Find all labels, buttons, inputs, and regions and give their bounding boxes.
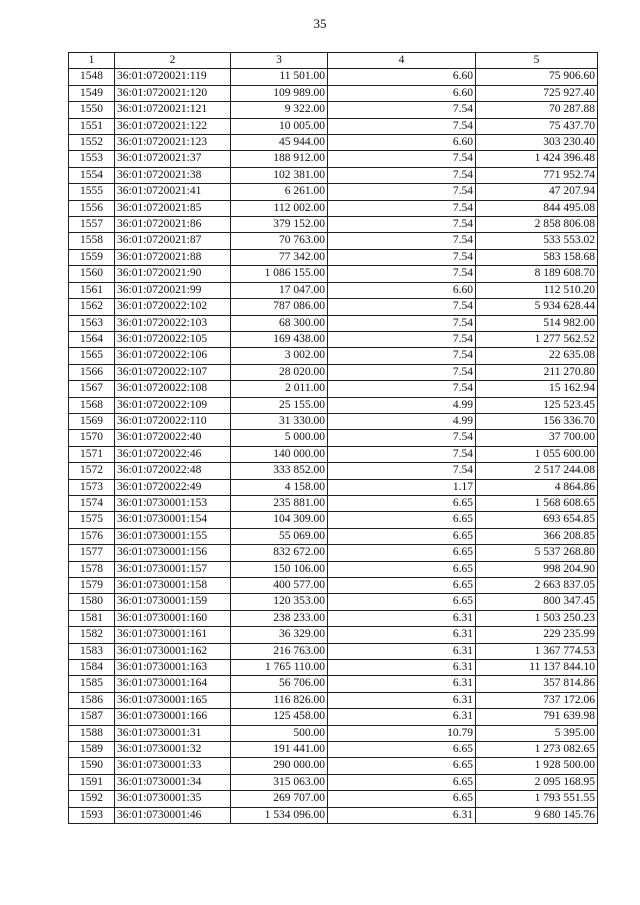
rate-value: 6.31	[328, 676, 476, 692]
total-value: 5 395.00	[476, 725, 598, 741]
cadastral-number: 36:01:0730001:156	[115, 545, 231, 561]
rate-value: 6.65	[328, 594, 476, 610]
row-number: 1586	[69, 692, 115, 708]
row-number: 1570	[69, 430, 115, 446]
table-row	[69, 200, 598, 216]
rate-value: 6.65	[328, 495, 476, 511]
rate-value: 6.65	[328, 561, 476, 577]
rate-value: 6.65	[328, 578, 476, 594]
row-number: 1554	[69, 167, 115, 183]
row-number: 1550	[69, 102, 115, 118]
table-row	[69, 578, 598, 594]
table-row	[69, 167, 598, 183]
total-value: 70 287.88	[476, 102, 598, 118]
table-row	[69, 282, 598, 298]
area-value: 17 047.00	[231, 282, 328, 298]
row-number: 1584	[69, 660, 115, 676]
area-value: 140 000.00	[231, 446, 328, 462]
table-row	[69, 643, 598, 659]
area-value: 1 765 110.00	[231, 660, 328, 676]
area-value: 116 826.00	[231, 692, 328, 708]
area-value: 290 000.00	[231, 758, 328, 774]
area-value: 216 763.00	[231, 643, 328, 659]
cadastral-number: 36:01:0720021:37	[115, 151, 231, 167]
table-header-row	[69, 53, 598, 69]
row-number: 1581	[69, 610, 115, 626]
total-value: 366 208.85	[476, 528, 598, 544]
area-value: 379 152.00	[231, 217, 328, 233]
table-row	[69, 709, 598, 725]
rate-value: 7.54	[328, 266, 476, 282]
cadastral-number: 36:01:0720021:85	[115, 200, 231, 216]
area-value: 400 577.00	[231, 578, 328, 594]
area-value: 104 309.00	[231, 512, 328, 528]
row-number: 1556	[69, 200, 115, 216]
cadastral-number: 36:01:0730001:33	[115, 758, 231, 774]
total-value: 211 270.80	[476, 364, 598, 380]
table-row	[69, 807, 598, 823]
total-value: 791 639.98	[476, 709, 598, 725]
rate-value: 7.54	[328, 200, 476, 216]
total-value: 1 928 500.00	[476, 758, 598, 774]
area-value: 28 020.00	[231, 364, 328, 380]
area-value: 45 944.00	[231, 135, 328, 151]
area-value: 25 155.00	[231, 397, 328, 413]
rate-value: 6.31	[328, 807, 476, 823]
cadastral-number: 36:01:0720021:120	[115, 85, 231, 101]
total-value: 800 347.45	[476, 594, 598, 610]
table-row	[69, 528, 598, 544]
row-number: 1589	[69, 742, 115, 758]
cadastral-number: 36:01:0720021:123	[115, 135, 231, 151]
total-value: 75 906.60	[476, 69, 598, 85]
area-value: 4 158.00	[231, 479, 328, 495]
table-row	[69, 676, 598, 692]
cadastral-number: 36:01:0720022:102	[115, 299, 231, 315]
total-value: 303 230.40	[476, 135, 598, 151]
table-row	[69, 397, 598, 413]
row-number: 1563	[69, 315, 115, 331]
area-value: 109 989.00	[231, 85, 328, 101]
rate-value: 6.65	[328, 774, 476, 790]
cadastral-number: 36:01:0730001:165	[115, 692, 231, 708]
cadastral-number: 36:01:0720021:88	[115, 249, 231, 265]
rate-value: 6.65	[328, 742, 476, 758]
area-value: 787 086.00	[231, 299, 328, 315]
rate-value: 7.54	[328, 249, 476, 265]
total-value: 1 055 600.00	[476, 446, 598, 462]
cadastral-number: 36:01:0730001:32	[115, 742, 231, 758]
row-number: 1549	[69, 85, 115, 101]
column-header-2: 2	[115, 53, 231, 69]
table-row	[69, 660, 598, 676]
area-value: 269 707.00	[231, 791, 328, 807]
table-row	[69, 364, 598, 380]
cadastral-number: 36:01:0720021:99	[115, 282, 231, 298]
rate-value: 6.31	[328, 709, 476, 725]
row-number: 1557	[69, 217, 115, 233]
table-row	[69, 512, 598, 528]
area-value: 1 086 155.00	[231, 266, 328, 282]
table-row	[69, 545, 598, 561]
rate-value: 7.54	[328, 217, 476, 233]
rate-value: 7.54	[328, 331, 476, 347]
area-value: 1 534 096.00	[231, 807, 328, 823]
total-value: 357 814.86	[476, 676, 598, 692]
total-value: 1 367 774.53	[476, 643, 598, 659]
total-value: 5 934 628.44	[476, 299, 598, 315]
table-row	[69, 348, 598, 364]
row-number: 1571	[69, 446, 115, 462]
rate-value: 7.54	[328, 118, 476, 134]
total-value: 125 523.45	[476, 397, 598, 413]
rate-value: 7.54	[328, 167, 476, 183]
table-row	[69, 479, 598, 495]
table-row	[69, 430, 598, 446]
row-number: 1593	[69, 807, 115, 823]
area-value: 36 329.00	[231, 627, 328, 643]
rate-value: 6.60	[328, 135, 476, 151]
cadastral-number: 36:01:0730001:31	[115, 725, 231, 741]
cadastral-number: 36:01:0720022:48	[115, 463, 231, 479]
rate-value: 6.31	[328, 660, 476, 676]
rate-value: 6.65	[328, 512, 476, 528]
table-row	[69, 692, 598, 708]
total-value: 1 273 082.65	[476, 742, 598, 758]
rate-value: 7.54	[328, 233, 476, 249]
row-number: 1573	[69, 479, 115, 495]
row-number: 1582	[69, 627, 115, 643]
rate-value: 7.54	[328, 463, 476, 479]
total-value: 47 207.94	[476, 184, 598, 200]
cadastral-number: 36:01:0730001:164	[115, 676, 231, 692]
row-number: 1585	[69, 676, 115, 692]
table-row	[69, 725, 598, 741]
row-number: 1565	[69, 348, 115, 364]
row-number: 1568	[69, 397, 115, 413]
row-number: 1548	[69, 69, 115, 85]
table-row	[69, 627, 598, 643]
total-value: 4 864.86	[476, 479, 598, 495]
total-value: 737 172.06	[476, 692, 598, 708]
table-row	[69, 85, 598, 101]
cadastral-number: 36:01:0720021:86	[115, 217, 231, 233]
column-header-3: 3	[231, 53, 328, 69]
table-body	[69, 69, 598, 824]
total-value: 693 654.85	[476, 512, 598, 528]
cadastral-number: 36:01:0730001:35	[115, 791, 231, 807]
row-number: 1576	[69, 528, 115, 544]
area-value: 333 852.00	[231, 463, 328, 479]
row-number: 1555	[69, 184, 115, 200]
table-row	[69, 446, 598, 462]
cadastral-number: 36:01:0720021:41	[115, 184, 231, 200]
area-value: 3 002.00	[231, 348, 328, 364]
cadastral-number: 36:01:0730001:46	[115, 807, 231, 823]
row-number: 1590	[69, 758, 115, 774]
area-value: 188 912.00	[231, 151, 328, 167]
area-value: 112 002.00	[231, 200, 328, 216]
cadastral-number: 36:01:0720021:119	[115, 69, 231, 85]
area-value: 6 261.00	[231, 184, 328, 200]
cadastral-number: 36:01:0720021:38	[115, 167, 231, 183]
table-row	[69, 135, 598, 151]
cadastral-number: 36:01:0730001:161	[115, 627, 231, 643]
table-row	[69, 495, 598, 511]
total-value: 771 952.74	[476, 167, 598, 183]
total-value: 75 437.70	[476, 118, 598, 134]
row-number: 1553	[69, 151, 115, 167]
row-number: 1562	[69, 299, 115, 315]
row-number: 1572	[69, 463, 115, 479]
total-value: 725 927.40	[476, 85, 598, 101]
cadastral-number: 36:01:0720021:87	[115, 233, 231, 249]
row-number: 1587	[69, 709, 115, 725]
cadastral-number: 36:01:0730001:153	[115, 495, 231, 511]
area-value: 125 458.00	[231, 709, 328, 725]
area-value: 832 672.00	[231, 545, 328, 561]
total-value: 5 537 268.80	[476, 545, 598, 561]
table-row	[69, 561, 598, 577]
rate-value: 6.65	[328, 528, 476, 544]
rate-value: 6.60	[328, 69, 476, 85]
area-value: 10 005.00	[231, 118, 328, 134]
total-value: 1 424 396.48	[476, 151, 598, 167]
total-value: 112 510.20	[476, 282, 598, 298]
row-number: 1574	[69, 495, 115, 511]
row-number: 1583	[69, 643, 115, 659]
total-value: 11 137 844.10	[476, 660, 598, 676]
cadastral-number: 36:01:0730001:166	[115, 709, 231, 725]
cadastral-number: 36:01:0730001:158	[115, 578, 231, 594]
row-number: 1580	[69, 594, 115, 610]
row-number: 1559	[69, 249, 115, 265]
total-value: 2 663 837.05	[476, 578, 598, 594]
row-number: 1551	[69, 118, 115, 134]
area-value: 55 069.00	[231, 528, 328, 544]
area-value: 120 353.00	[231, 594, 328, 610]
cadastral-number: 36:01:0730001:34	[115, 774, 231, 790]
table-row	[69, 217, 598, 233]
rate-value: 1.17	[328, 479, 476, 495]
table-row	[69, 463, 598, 479]
page-number: 35	[313, 16, 327, 31]
row-number: 1552	[69, 135, 115, 151]
table-row	[69, 610, 598, 626]
total-value: 37 700.00	[476, 430, 598, 446]
table-row	[69, 69, 598, 85]
area-value: 315 063.00	[231, 774, 328, 790]
table-row	[69, 299, 598, 315]
cadastral-number: 36:01:0730001:159	[115, 594, 231, 610]
table-row	[69, 774, 598, 790]
row-number: 1578	[69, 561, 115, 577]
rate-value: 7.54	[328, 184, 476, 200]
total-value: 1 568 608.65	[476, 495, 598, 511]
area-value: 9 322.00	[231, 102, 328, 118]
total-value: 844 495.08	[476, 200, 598, 216]
rate-value: 6.31	[328, 692, 476, 708]
table-row	[69, 413, 598, 429]
column-header-5: 5	[476, 53, 598, 69]
rate-value: 6.65	[328, 545, 476, 561]
table-row	[69, 249, 598, 265]
row-number: 1558	[69, 233, 115, 249]
area-value: 500.00	[231, 725, 328, 741]
rate-value: 4.99	[328, 397, 476, 413]
row-number: 1567	[69, 381, 115, 397]
rate-value: 6.60	[328, 85, 476, 101]
row-number: 1564	[69, 331, 115, 347]
area-value: 169 438.00	[231, 331, 328, 347]
cadastral-number: 36:01:0720022:106	[115, 348, 231, 364]
cadastral-number: 36:01:0730001:162	[115, 643, 231, 659]
total-value: 1 793 551.55	[476, 791, 598, 807]
cadastral-table	[68, 52, 598, 824]
rate-value: 7.54	[328, 299, 476, 315]
table-row	[69, 758, 598, 774]
row-number: 1561	[69, 282, 115, 298]
rate-value: 7.54	[328, 151, 476, 167]
row-number: 1560	[69, 266, 115, 282]
total-value: 583 158.68	[476, 249, 598, 265]
table-row	[69, 315, 598, 331]
total-value: 15 162.94	[476, 381, 598, 397]
row-number: 1577	[69, 545, 115, 561]
cadastral-number: 36:01:0720022:110	[115, 413, 231, 429]
cadastral-number: 36:01:0720021:121	[115, 102, 231, 118]
rate-value: 7.54	[328, 381, 476, 397]
area-value: 31 330.00	[231, 413, 328, 429]
area-value: 68 300.00	[231, 315, 328, 331]
cadastral-number: 36:01:0730001:157	[115, 561, 231, 577]
cadastral-number: 36:01:0730001:155	[115, 528, 231, 544]
total-value: 8 189 608.70	[476, 266, 598, 282]
cadastral-number: 36:01:0720022:40	[115, 430, 231, 446]
table-row	[69, 118, 598, 134]
area-value: 238 233.00	[231, 610, 328, 626]
rate-value: 6.65	[328, 758, 476, 774]
column-header-4: 4	[328, 53, 476, 69]
table-row	[69, 233, 598, 249]
total-value: 1 503 250.23	[476, 610, 598, 626]
total-value: 2 095 168.95	[476, 774, 598, 790]
row-number: 1592	[69, 791, 115, 807]
row-number: 1591	[69, 774, 115, 790]
total-value: 22 635.08	[476, 348, 598, 364]
cadastral-number: 36:01:0720021:90	[115, 266, 231, 282]
cadastral-number: 36:01:0730001:160	[115, 610, 231, 626]
area-value: 11 501.00	[231, 69, 328, 85]
table-row	[69, 266, 598, 282]
table-row	[69, 381, 598, 397]
cadastral-number: 36:01:0730001:154	[115, 512, 231, 528]
total-value: 2 517 244.08	[476, 463, 598, 479]
rate-value: 7.54	[328, 430, 476, 446]
row-number: 1569	[69, 413, 115, 429]
total-value: 514 982.00	[476, 315, 598, 331]
rate-value: 6.31	[328, 643, 476, 659]
table-row	[69, 791, 598, 807]
column-header-1: 1	[69, 53, 115, 69]
area-value: 150 106.00	[231, 561, 328, 577]
rate-value: 10.79	[328, 725, 476, 741]
rate-value: 6.31	[328, 627, 476, 643]
row-number: 1588	[69, 725, 115, 741]
rate-value: 7.54	[328, 348, 476, 364]
rate-value: 4.99	[328, 413, 476, 429]
cadastral-number: 36:01:0730001:163	[115, 660, 231, 676]
total-value: 9 680 145.76	[476, 807, 598, 823]
table-row	[69, 151, 598, 167]
cadastral-number: 36:01:0720022:109	[115, 397, 231, 413]
total-value: 533 553.02	[476, 233, 598, 249]
rate-value: 6.60	[328, 282, 476, 298]
total-value: 2 858 806.08	[476, 217, 598, 233]
rate-value: 6.31	[328, 610, 476, 626]
area-value: 2 011.00	[231, 381, 328, 397]
row-number: 1566	[69, 364, 115, 380]
area-value: 56 706.00	[231, 676, 328, 692]
cadastral-number: 36:01:0720021:122	[115, 118, 231, 134]
table-row	[69, 331, 598, 347]
cadastral-number: 36:01:0720022:105	[115, 331, 231, 347]
rate-value: 7.54	[328, 315, 476, 331]
area-value: 235 881.00	[231, 495, 328, 511]
rate-value: 7.54	[328, 364, 476, 380]
cadastral-number: 36:01:0720022:46	[115, 446, 231, 462]
area-value: 5 000.00	[231, 430, 328, 446]
area-value: 191 441.00	[231, 742, 328, 758]
table-row	[69, 184, 598, 200]
total-value: 229 235.99	[476, 627, 598, 643]
cadastral-number: 36:01:0720022:103	[115, 315, 231, 331]
row-number: 1579	[69, 578, 115, 594]
total-value: 998 204.90	[476, 561, 598, 577]
area-value: 102 381.00	[231, 167, 328, 183]
table-row	[69, 594, 598, 610]
cadastral-number: 36:01:0720022:107	[115, 364, 231, 380]
rate-value: 6.65	[328, 791, 476, 807]
rate-value: 7.54	[328, 102, 476, 118]
rate-value: 7.54	[328, 446, 476, 462]
area-value: 77 342.00	[231, 249, 328, 265]
table-row	[69, 742, 598, 758]
total-value: 156 336.70	[476, 413, 598, 429]
total-value: 1 277 562.52	[476, 331, 598, 347]
cadastral-number: 36:01:0720022:49	[115, 479, 231, 495]
row-number: 1575	[69, 512, 115, 528]
table-row	[69, 102, 598, 118]
area-value: 70 763.00	[231, 233, 328, 249]
cadastral-number: 36:01:0720022:108	[115, 381, 231, 397]
